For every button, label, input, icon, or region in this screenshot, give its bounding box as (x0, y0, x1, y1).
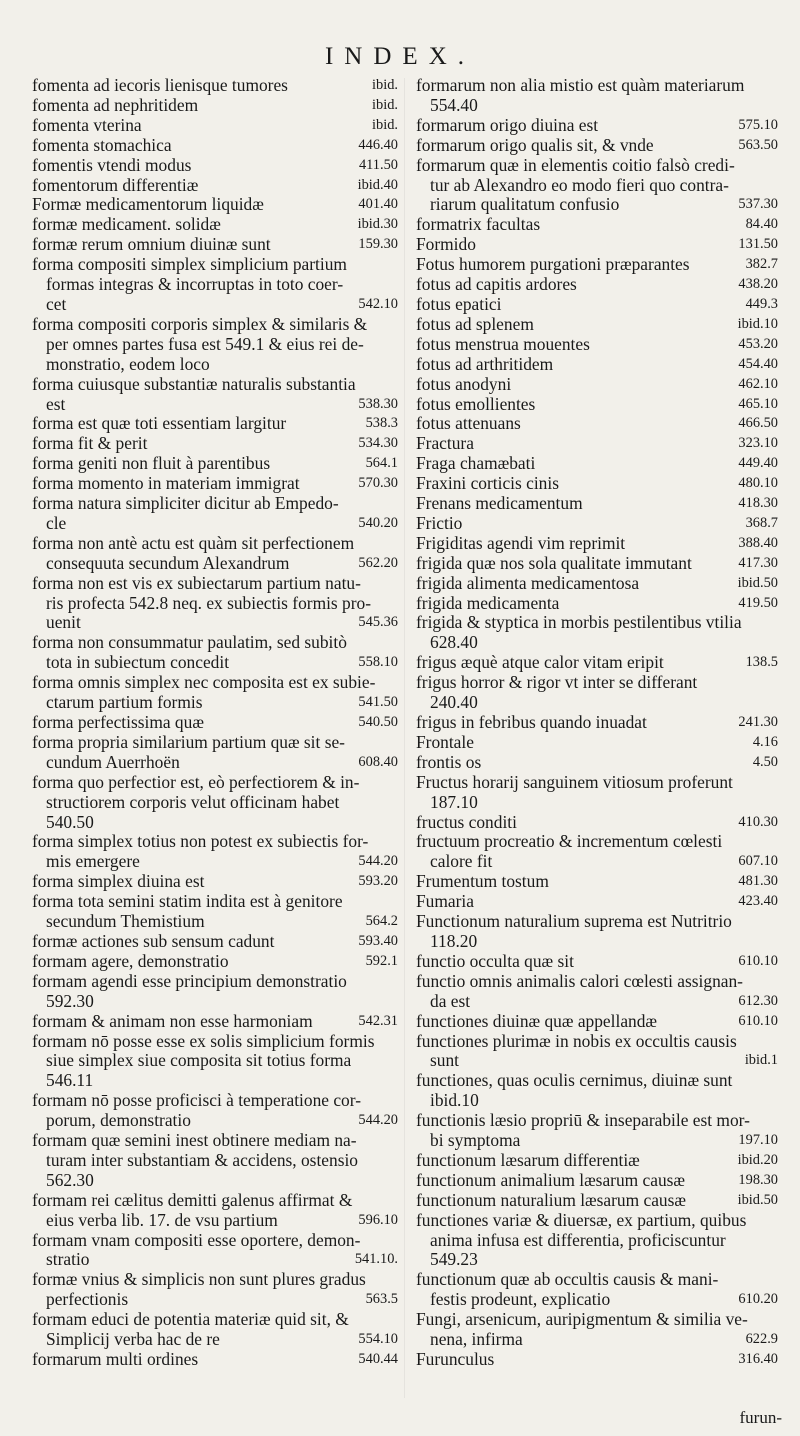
entry-text-line: functionum quæ ab occultis causis & mani- (416, 1270, 719, 1290)
entry-text-line: structiorem corporis velut officinam habet (46, 792, 340, 812)
entry-text-line: ibid.10 (430, 1091, 479, 1111)
entry-text-line: formam agendi esse principium demonstratio (32, 971, 347, 991)
entry-text-line: formam agere, demonstratio (32, 951, 229, 971)
entry-text-line: functionis læsio propriū & inseparabile est mor- (416, 1111, 750, 1131)
page-reference: 198.30 (738, 1171, 778, 1188)
entry-text-line: forma natura simpliciter dicitur ab Empedo- (32, 494, 339, 514)
entry-text-line: Fractura (416, 434, 474, 454)
entry-text-line: Frictio (416, 513, 463, 533)
page-reference: 607.10 (738, 853, 778, 870)
entry-text-line: forma perfectissima quæ (32, 713, 204, 732)
entry-text-line: Formido (416, 235, 476, 255)
index-entry (416, 514, 778, 534)
page-reference: ibid.1 (744, 1052, 778, 1069)
entry-text-line: Frenans medicamentum (416, 494, 583, 514)
entry-text-line: est (46, 394, 66, 414)
entry-text-line: forma non consummatur paulatim, sed subitò (32, 633, 347, 653)
entry-text-line: formam vnam compositi esse oportere, demon- (32, 1230, 361, 1250)
page-reference: 138.5 (745, 654, 778, 671)
entry-text-line: monstratio, eodem loco (46, 354, 210, 374)
index-entry (32, 414, 398, 434)
index-entry (416, 235, 778, 255)
entry-text-line: 562.30 (46, 1170, 94, 1190)
index-entry (416, 156, 778, 216)
entry-text-line: forma simplex diuina est (32, 872, 205, 892)
entry-text-line: 240.40 (430, 693, 478, 713)
entry-text-line: stratio (46, 1250, 90, 1270)
page-reference: 465.10 (738, 395, 778, 412)
page-reference: 593.20 (358, 873, 398, 890)
page-reference: ibid.10 (737, 315, 778, 332)
entry-text-line: Fructus horarij sanguinem vitiosum proferunt (416, 772, 733, 792)
entry-text-line: nena, infirma (430, 1330, 523, 1350)
page-reference: 480.10 (738, 475, 778, 492)
page-reference: 411.50 (358, 156, 398, 173)
index-entry (416, 952, 778, 972)
index-entry (416, 1191, 778, 1211)
index-entry (416, 1071, 778, 1111)
entry-text-line: forma simplex totius non potest ex subiectis for- (32, 832, 369, 852)
entry-text-line: formæ actiones sub sensum cadunt (32, 931, 275, 951)
page-reference: ibid.40 (357, 176, 398, 193)
index-entry (32, 156, 398, 176)
entry-text-line: 540.50 (46, 812, 94, 832)
index-entry (32, 434, 398, 454)
entry-text-line: formarum origo qualis sit, & vnde (416, 135, 654, 155)
index-entry (416, 1012, 778, 1032)
index-entry (416, 813, 778, 833)
page-reference: 563.5 (365, 1291, 398, 1308)
entry-text-line: tota in subiectum concedit (46, 653, 230, 673)
index-entry (32, 494, 398, 534)
index-entry (32, 1131, 398, 1191)
page-reference: ibid.20 (737, 1151, 778, 1168)
entry-text-line: forma quo perfectior est, eò perfectiorem & in- (32, 772, 360, 792)
entry-text-line: ctarum partium formis (46, 693, 203, 713)
index-entry (416, 215, 778, 235)
entry-text-line: functiones plurimæ in nobis ex occultis causis (416, 1031, 737, 1051)
entry-text-line: functionum animalium læsarum causæ (416, 1170, 686, 1190)
page-reference: 466.50 (738, 415, 778, 432)
entry-text-line: frigida quæ nos sola qualitate immutant (416, 553, 692, 573)
index-entry (32, 1191, 398, 1231)
index-entry (32, 633, 398, 673)
entry-text-line: formam quæ semini inest obtinere mediam na- (32, 1131, 357, 1151)
entry-text-line: forma propria similarium partium quæ sit se- (32, 732, 345, 752)
page-reference: 423.40 (738, 893, 778, 910)
entry-text-line: frigida alimenta medicamentosa (416, 573, 640, 593)
page-reference: 316.40 (738, 1351, 778, 1367)
page-reference: 538.3 (365, 415, 398, 432)
entry-text-line: functionum naturalium læsarum causæ (416, 1190, 686, 1210)
index-entry (416, 1270, 778, 1310)
index-entry (416, 295, 778, 315)
entry-text-line: fomenta vterina (32, 115, 142, 135)
entry-text-line: tur ab Alexandro eo modo fieri quo contra- (430, 175, 729, 195)
entry-text-line: fotus ad capitis ardores (416, 275, 577, 295)
index-entry (416, 375, 778, 395)
entry-text-line: formam educi de potentia materiæ quid sit, & (32, 1310, 349, 1330)
entry-text-line: secundum Themistium (46, 912, 205, 932)
page-reference: 540.20 (358, 514, 398, 531)
entry-text-line: forma momento in materiam immigrat (32, 474, 300, 494)
index-entry (32, 892, 398, 932)
entry-text-line: forma est quæ toti essentiam largitur (32, 414, 287, 434)
index-entry (32, 1310, 398, 1350)
entry-text-line: formam nō posse esse ex solis simplicium formis (32, 1031, 375, 1051)
entry-text-line: forma cuiusque substantiæ naturalis substantia (32, 374, 356, 394)
index-entry (32, 1270, 398, 1310)
entry-text-line: formarum quæ in elementis coitio falsò credi- (416, 155, 735, 175)
page-reference: 596.10 (358, 1211, 398, 1228)
index-column-left (32, 76, 398, 1370)
page-reference: 575.10 (738, 116, 778, 133)
page-reference: 610.10 (738, 952, 778, 969)
entry-text-line: frigida medicamenta (416, 593, 560, 613)
index-entry (416, 275, 778, 295)
page-reference: 540.44 (358, 1351, 398, 1367)
entry-text-line: uenit (46, 613, 81, 633)
page-reference: 563.50 (738, 136, 778, 153)
index-entry (32, 832, 398, 872)
entry-text-line: fotus ad arthritidem (416, 354, 554, 374)
entry-text-line: sunt (430, 1051, 459, 1071)
page-reference: 610.10 (738, 1012, 778, 1029)
entry-text-line: functionum læsarum differentiæ (416, 1150, 640, 1170)
entry-text-line: forma compositi corporis simplex & similaris & (32, 314, 368, 334)
entry-text-line: Functionum naturalium suprema est Nutritrio (416, 912, 732, 932)
index-entry (416, 594, 778, 614)
entry-text-line: fotus anodyni (416, 374, 512, 394)
page-reference: 419.50 (738, 594, 778, 611)
index-entry (416, 315, 778, 335)
page-reference: 446.40 (358, 136, 398, 153)
entry-text-line: cle (46, 513, 67, 533)
page-reference: 622.9 (745, 1331, 778, 1348)
index-entry (32, 215, 398, 235)
index-entry (416, 972, 778, 1012)
index-entry (416, 613, 778, 653)
page-reference: 368.7 (745, 514, 778, 531)
page-reference: 4.50 (752, 753, 778, 770)
index-entry (32, 534, 398, 574)
page-reference: 438.20 (738, 276, 778, 293)
entry-text-line: frontis os (416, 752, 482, 772)
index-entry (32, 116, 398, 136)
page-reference: ibid.30 (357, 216, 398, 233)
entry-text-line: frigus horror & rigor vt inter se differant (416, 673, 698, 693)
index-entry (416, 773, 778, 813)
entry-text-line: formam nō posse proficisci à temperatione cor- (32, 1091, 361, 1111)
page-reference: ibid. (372, 96, 398, 113)
entry-text-line: fructuum procreatio & incrementum cœlesti (416, 832, 723, 852)
page-header: INDEX. (324, 43, 475, 70)
entry-text-line: formarum multi ordines (32, 1350, 199, 1369)
index-entry (32, 195, 398, 215)
entry-text-line: turam inter substantiam & accidens, ostensio (46, 1150, 358, 1170)
index-entry (416, 454, 778, 474)
page-reference: 540.50 (358, 714, 398, 730)
page-reference: 592.1 (365, 952, 398, 969)
index-entry (32, 76, 398, 96)
index-entry (416, 414, 778, 434)
page-reference: 608.40 (358, 753, 398, 770)
page-reference: 449.40 (738, 455, 778, 472)
entry-text-line: Frigiditas agendi vim reprimit (416, 533, 626, 553)
index-entry (416, 653, 778, 673)
entry-text-line: fomentis vtendi modus (32, 155, 192, 175)
entry-text-line: fotus attenuans (416, 414, 521, 434)
index-entry (32, 574, 398, 634)
entry-text-line: Fungi, arsenicum, auripigmentum & similia ve- (416, 1310, 748, 1330)
index-entry (416, 892, 778, 912)
entry-text-line: functio omnis animalis calori cœlesti assignan- (416, 971, 743, 991)
index-entry (416, 713, 778, 733)
index-entry (32, 713, 398, 733)
entry-text-line: fomentorum differentiæ (32, 175, 199, 195)
entry-text-line: functiones variæ & diuersæ, ex partium, quibus (416, 1210, 747, 1230)
entry-text-line: perfectionis (46, 1290, 129, 1310)
page-reference: 544.20 (358, 1112, 398, 1129)
index-entry (416, 1171, 778, 1191)
index-entry (416, 434, 778, 454)
index-entry (416, 136, 778, 156)
entry-text-line: frigida & styptica in morbis pestilentibus vtilia (416, 613, 742, 633)
index-entry (416, 116, 778, 136)
entry-text-line: 118.20 (430, 931, 478, 951)
index-entry (416, 474, 778, 494)
entry-text-line: riarum qualitatum confusio (430, 195, 620, 215)
index-entry (32, 1032, 398, 1092)
entry-text-line: formam rei cælitus demitti galenus affirmat & (32, 1190, 353, 1210)
index-column-right (416, 76, 778, 1370)
page-reference: 544.20 (358, 853, 398, 870)
entry-text-line: formarum origo diuina est (416, 115, 599, 135)
entry-text-line: da est (430, 991, 471, 1011)
page-reference: 534.30 (358, 435, 398, 452)
entry-text-line: formæ vnius & simplicis non sunt plures gradus (32, 1270, 366, 1290)
page-reference: 537.30 (738, 196, 778, 213)
page-reference: 538.30 (358, 395, 398, 412)
entry-text-line: eius verba lib. 17. de vsu partium (46, 1210, 278, 1230)
page-reference: 454.40 (738, 355, 778, 372)
index-entry (416, 255, 778, 275)
index-entry (416, 355, 778, 375)
entry-text-line: forma fit & perit (32, 434, 148, 454)
entry-text-line: fomenta ad nephritidem (32, 95, 199, 115)
entry-text-line: Fraxini corticis cinis (416, 474, 559, 494)
page-reference: 593.40 (358, 932, 398, 949)
index-entry (32, 972, 398, 1012)
page-reference: 462.10 (738, 375, 778, 392)
page-reference: 417.30 (738, 554, 778, 571)
entry-text-line: fotus epatici (416, 294, 502, 314)
index-entry (32, 454, 398, 474)
catchword: furun- (739, 1408, 782, 1427)
page-reference: 541.10. (354, 1251, 398, 1268)
entry-text-line: fotus menstrua mouentes (416, 334, 590, 354)
entry-text-line: mis emergere (46, 852, 140, 872)
index-entry (32, 235, 398, 255)
entry-text-line: forma geniti non fluit à parentibus (32, 454, 271, 474)
index-entry (416, 673, 778, 713)
page-reference: 453.20 (738, 335, 778, 352)
entry-text-line: functiones diuinæ quæ appellandæ (416, 1011, 658, 1031)
page-reference: 131.50 (738, 236, 778, 253)
entry-text-line: per omnes partes fusa est 549.1 & eius rei de- (46, 334, 364, 354)
page-reference: 197.10 (738, 1132, 778, 1149)
index-entry (32, 733, 398, 773)
entry-text-line: fotus ad splenem (416, 314, 534, 334)
index-entry (416, 1111, 778, 1151)
page-reference: 564.1 (365, 455, 398, 472)
entry-text-line: frigus æquè atque calor vitam eripit (416, 653, 664, 673)
entry-text-line: formæ rerum omnium diuinæ sunt (32, 235, 271, 255)
entry-text-line: 187.10 (430, 792, 478, 812)
index-entry (32, 136, 398, 156)
entry-text-line: siue simplex siue composita sit totius forma (46, 1051, 352, 1071)
entry-text-line: formæ medicament. solidæ (32, 215, 221, 235)
entry-text-line: forma omnis simplex nec composita est ex subie- (32, 673, 376, 693)
entry-text-line: fomenta stomachica (32, 135, 172, 155)
index-entry (416, 1211, 778, 1271)
entry-text-line: porum, demonstratio (46, 1111, 191, 1131)
page-reference: 545.36 (358, 614, 398, 631)
entry-text-line: formatrix facultas (416, 215, 541, 235)
index-entry (416, 534, 778, 554)
page-reference: 558.10 (358, 654, 398, 671)
index-entry (416, 76, 778, 116)
entry-text-line: Simplicij verba hac de re (46, 1330, 220, 1350)
index-entry (32, 1012, 398, 1032)
entry-text-line: fructus conditi (416, 812, 517, 832)
index-entry (32, 474, 398, 494)
page-reference: 542.10 (358, 295, 398, 312)
page-reference: ibid. (372, 116, 398, 133)
entry-text-line: functiones, quas oculis cernimus, diuinæ sunt (416, 1071, 733, 1091)
page-reference: 610.20 (738, 1291, 778, 1308)
index-entry (32, 1231, 398, 1271)
entry-text-line: bi symptoma (430, 1131, 521, 1151)
page-reference: 562.20 (358, 554, 398, 571)
page-reference: 84.40 (745, 216, 778, 233)
page-reference: 388.40 (738, 534, 778, 551)
entry-text-line: 554.40 (430, 95, 478, 115)
entry-text-line: consequuta secundum Alexandrum (46, 553, 290, 573)
entry-text-line: forma non antè actu est quàm sit perfectionem (32, 533, 355, 553)
page-reference: 612.30 (738, 992, 778, 1009)
entry-text-line: calore fit (430, 852, 493, 872)
entry-text-line: fotus emollientes (416, 394, 536, 414)
index-entry (416, 574, 778, 594)
entry-text-line: Formæ medicamentorum liquidæ (32, 195, 264, 215)
entry-text-line: formarum non alia mistio est quàm materiarum (416, 76, 745, 95)
page-reference: 481.30 (738, 873, 778, 890)
entry-text-line: 546.11 (46, 1071, 94, 1091)
index-entry (416, 733, 778, 753)
entry-text-line: forma tota semini statim indita est à genitore (32, 892, 343, 912)
index-entry (416, 395, 778, 415)
entry-text-line: Fotus humorem purgationi præparantes (416, 255, 690, 275)
index-entry (416, 494, 778, 514)
page-reference: 159.30 (358, 236, 398, 253)
index-entry (416, 832, 778, 872)
index-entry (32, 96, 398, 116)
page-reference: 542.31 (358, 1012, 398, 1029)
index-entry (32, 1350, 398, 1370)
column-gutter (404, 78, 405, 1398)
entry-text-line: formam & animam non esse harmoniam (32, 1011, 313, 1031)
index-entry (32, 375, 398, 415)
entry-text-line: cet (46, 294, 67, 314)
index-entry (416, 554, 778, 574)
page-reference: 401.40 (358, 196, 398, 213)
entry-text-line: Frumentum tostum (416, 872, 549, 892)
page-reference: 570.30 (358, 475, 398, 492)
entry-text-line: forma non est vis ex subiectarum partium natu- (32, 573, 361, 593)
entry-text-line: Fraga chamæbati (416, 454, 536, 474)
entry-text-line: ris profecta 542.8 neq. ex subiectis formis pro- (46, 593, 372, 613)
index-entry (32, 176, 398, 196)
entry-text-line: 628.40 (430, 633, 478, 653)
entry-text-line: functio occulta quæ sit (416, 951, 574, 971)
entry-text-line: festis prodeunt, explicatio (430, 1290, 611, 1310)
entry-text-line: anima infusa est differentia, proficiscuntur (430, 1230, 726, 1250)
index-entry (416, 1310, 778, 1350)
entry-text-line: Furunculus (416, 1350, 495, 1369)
index-entry (32, 673, 398, 713)
entry-text-line: forma compositi simplex simplicium partium (32, 255, 347, 275)
index-entry (416, 335, 778, 355)
page-reference: 449.3 (745, 295, 778, 312)
entry-text-line: Frontale (416, 732, 474, 752)
index-entry (32, 872, 398, 892)
entry-text-line: fomenta ad iecoris lienisque tumores (32, 76, 288, 95)
index-entry (416, 1032, 778, 1072)
index-entry (32, 255, 398, 315)
entry-text-line: 549.23 (430, 1250, 478, 1270)
index-entry (32, 315, 398, 375)
entry-text-line: frigus in febribus quando inuadat (416, 713, 647, 732)
page-reference: 410.30 (738, 813, 778, 830)
page-reference: ibid. (372, 77, 398, 93)
entry-text-line: 592.30 (46, 991, 94, 1011)
page-reference: 382.7 (745, 256, 778, 273)
index-entry (416, 753, 778, 773)
page-reference: ibid.50 (737, 1191, 778, 1208)
index-entry (416, 1151, 778, 1171)
page-reference: 554.10 (358, 1331, 398, 1348)
page-reference: 418.30 (738, 495, 778, 512)
entry-text-line: formas integras & incorruptas in toto coer- (46, 275, 344, 295)
page-reference: 323.10 (738, 435, 778, 452)
index-entry (32, 932, 398, 952)
index-entry (416, 912, 778, 952)
page-reference: 564.2 (365, 913, 398, 930)
entry-text-line: cundum Auerrhoën (46, 752, 180, 772)
entry-text-line: Fumaria (416, 892, 474, 912)
index-entry (32, 773, 398, 833)
page-reference: 241.30 (738, 714, 778, 730)
index-entry (32, 1091, 398, 1131)
page-reference: 541.50 (358, 694, 398, 711)
index-entry (416, 1350, 778, 1370)
index-entry (32, 952, 398, 972)
page-reference: 4.16 (752, 733, 778, 750)
page-reference: ibid.50 (737, 574, 778, 591)
index-entry (416, 872, 778, 892)
